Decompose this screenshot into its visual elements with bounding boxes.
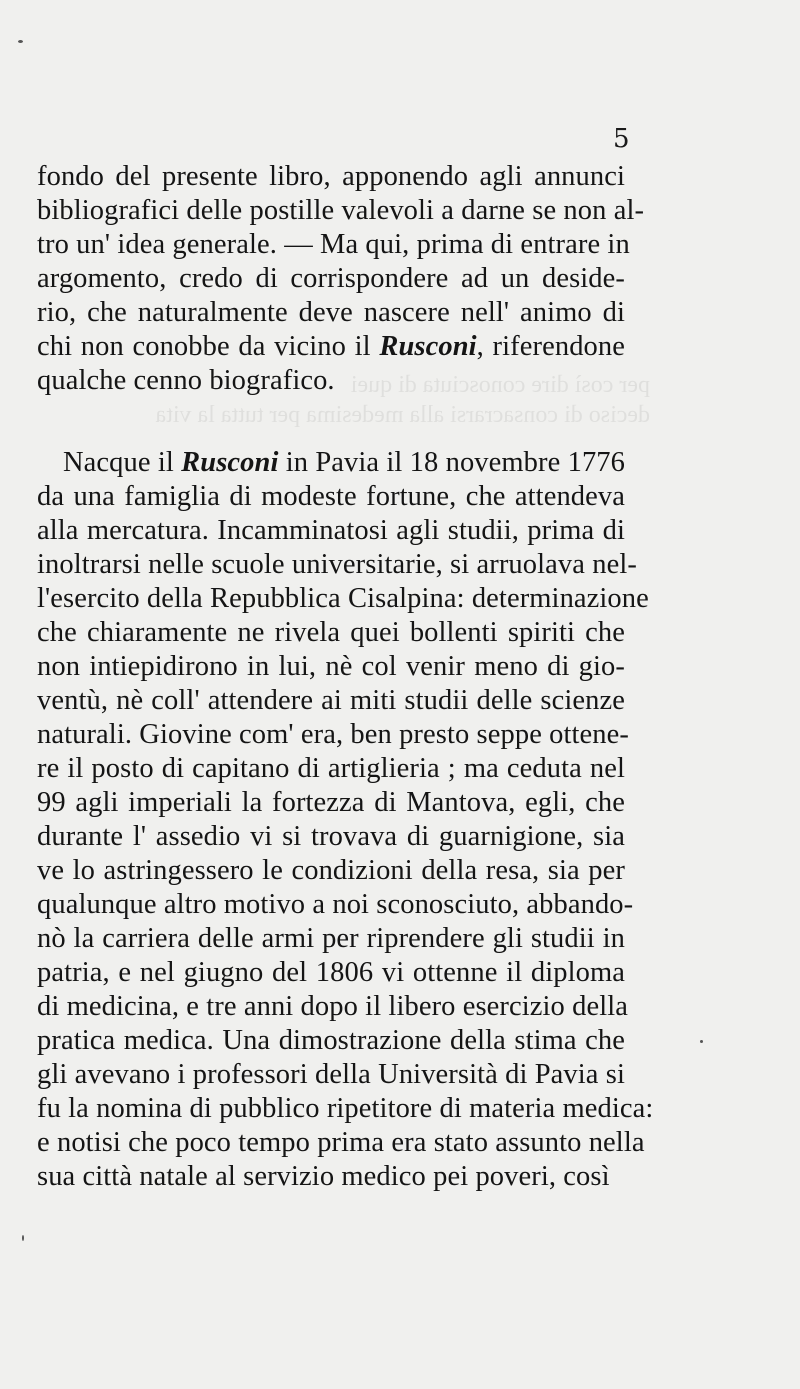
text-line: l'esercito della Repubblica Cisalpina: determinazione xyxy=(37,583,649,614)
paragraph-1 xyxy=(37,160,645,398)
text-line: da una famiglia di modeste fortune, che attendeva xyxy=(37,481,625,512)
text-line: sua città natale al servizio medico pei poveri, così xyxy=(37,1161,610,1192)
text-line: non intiepidirono in lui, nè col venir meno di gio- xyxy=(37,651,625,682)
text-line: pratica medica. Una dimostrazione della stima che xyxy=(37,1025,625,1056)
text-line: qualunque altro motivo a noi sconosciuto, abbando- xyxy=(37,889,634,920)
bleed-through-text: per così dire conosciuta di quei deciso di consacrarsi alla medesima per tutta la vita xyxy=(155,372,650,428)
text-line: fu la nomina di pubblico ripetitore di materia medica: xyxy=(37,1093,654,1124)
text-line: argomento, credo di corrispondere ad un deside- xyxy=(37,263,625,294)
paragraph-gap xyxy=(37,398,625,446)
text-line: che chiaramente ne rivela quei bollenti spiriti che xyxy=(37,617,625,648)
text-line: gli avevano i professori della Università di Pavia si xyxy=(37,1059,625,1090)
ink-speck xyxy=(22,1235,24,1241)
page-number: 5 xyxy=(613,124,630,154)
text-line: di medicina, e tre anni dopo il libero esercizio della xyxy=(37,991,629,1022)
ink-speck xyxy=(18,40,23,43)
body-text xyxy=(37,160,654,1194)
text-line xyxy=(37,446,625,480)
italic-name: Rusconi xyxy=(181,447,279,478)
text-fragment: Nacque il xyxy=(63,447,182,478)
text-line: ventù, nè coll' attendere ai miti studii delle scienze xyxy=(37,685,625,716)
text-line: qualche cenno biografico. xyxy=(37,365,335,396)
text-line: rio, che naturalmente deve nascere nell' animo di xyxy=(37,297,625,328)
text-line xyxy=(37,330,625,364)
text-line: fondo del presente libro, apponendo agli annunci xyxy=(37,161,625,192)
italic-name: Rusconi xyxy=(379,331,477,362)
text-line: tro un' idea generale. — Ma qui, prima di entrare in xyxy=(37,229,630,260)
text-line: bibliografici delle postille valevoli a darne se non al- xyxy=(37,195,645,226)
text-fragment: , riferendone xyxy=(476,331,625,362)
text-line: 99 agli imperiali la fortezza di Mantova, egli, che xyxy=(37,787,625,818)
text-line: patria, e nel giugno del 1806 vi ottenne il diploma xyxy=(37,957,625,988)
text-line: ve lo astringessero le condizioni della resa, sia per xyxy=(37,855,625,886)
ink-speck xyxy=(700,1040,703,1043)
text-fragment: chi non conobbe da vicino il xyxy=(37,331,380,362)
text-fragment: in Pavia il 18 novembre 1776 xyxy=(278,447,625,478)
text-line: inoltrarsi nelle scuole universitarie, si arruolava nel- xyxy=(37,549,637,580)
text-line: naturali. Giovine com' era, ben presto seppe ottene- xyxy=(37,719,629,750)
text-line: re il posto di capitano di artiglieria ; ma ceduta nel xyxy=(37,753,625,784)
text-line: nò la carriera delle armi per riprendere gli studii in xyxy=(37,923,625,954)
text-line: durante l' assedio vi si trovava di guarnigione, sia xyxy=(37,821,625,852)
paragraph-2 xyxy=(37,446,654,1194)
text-line: alla mercatura. Incamminatosi agli studii, prima di xyxy=(37,515,625,546)
text-line: e notisi che poco tempo prima era stato assunto nella xyxy=(37,1127,645,1158)
